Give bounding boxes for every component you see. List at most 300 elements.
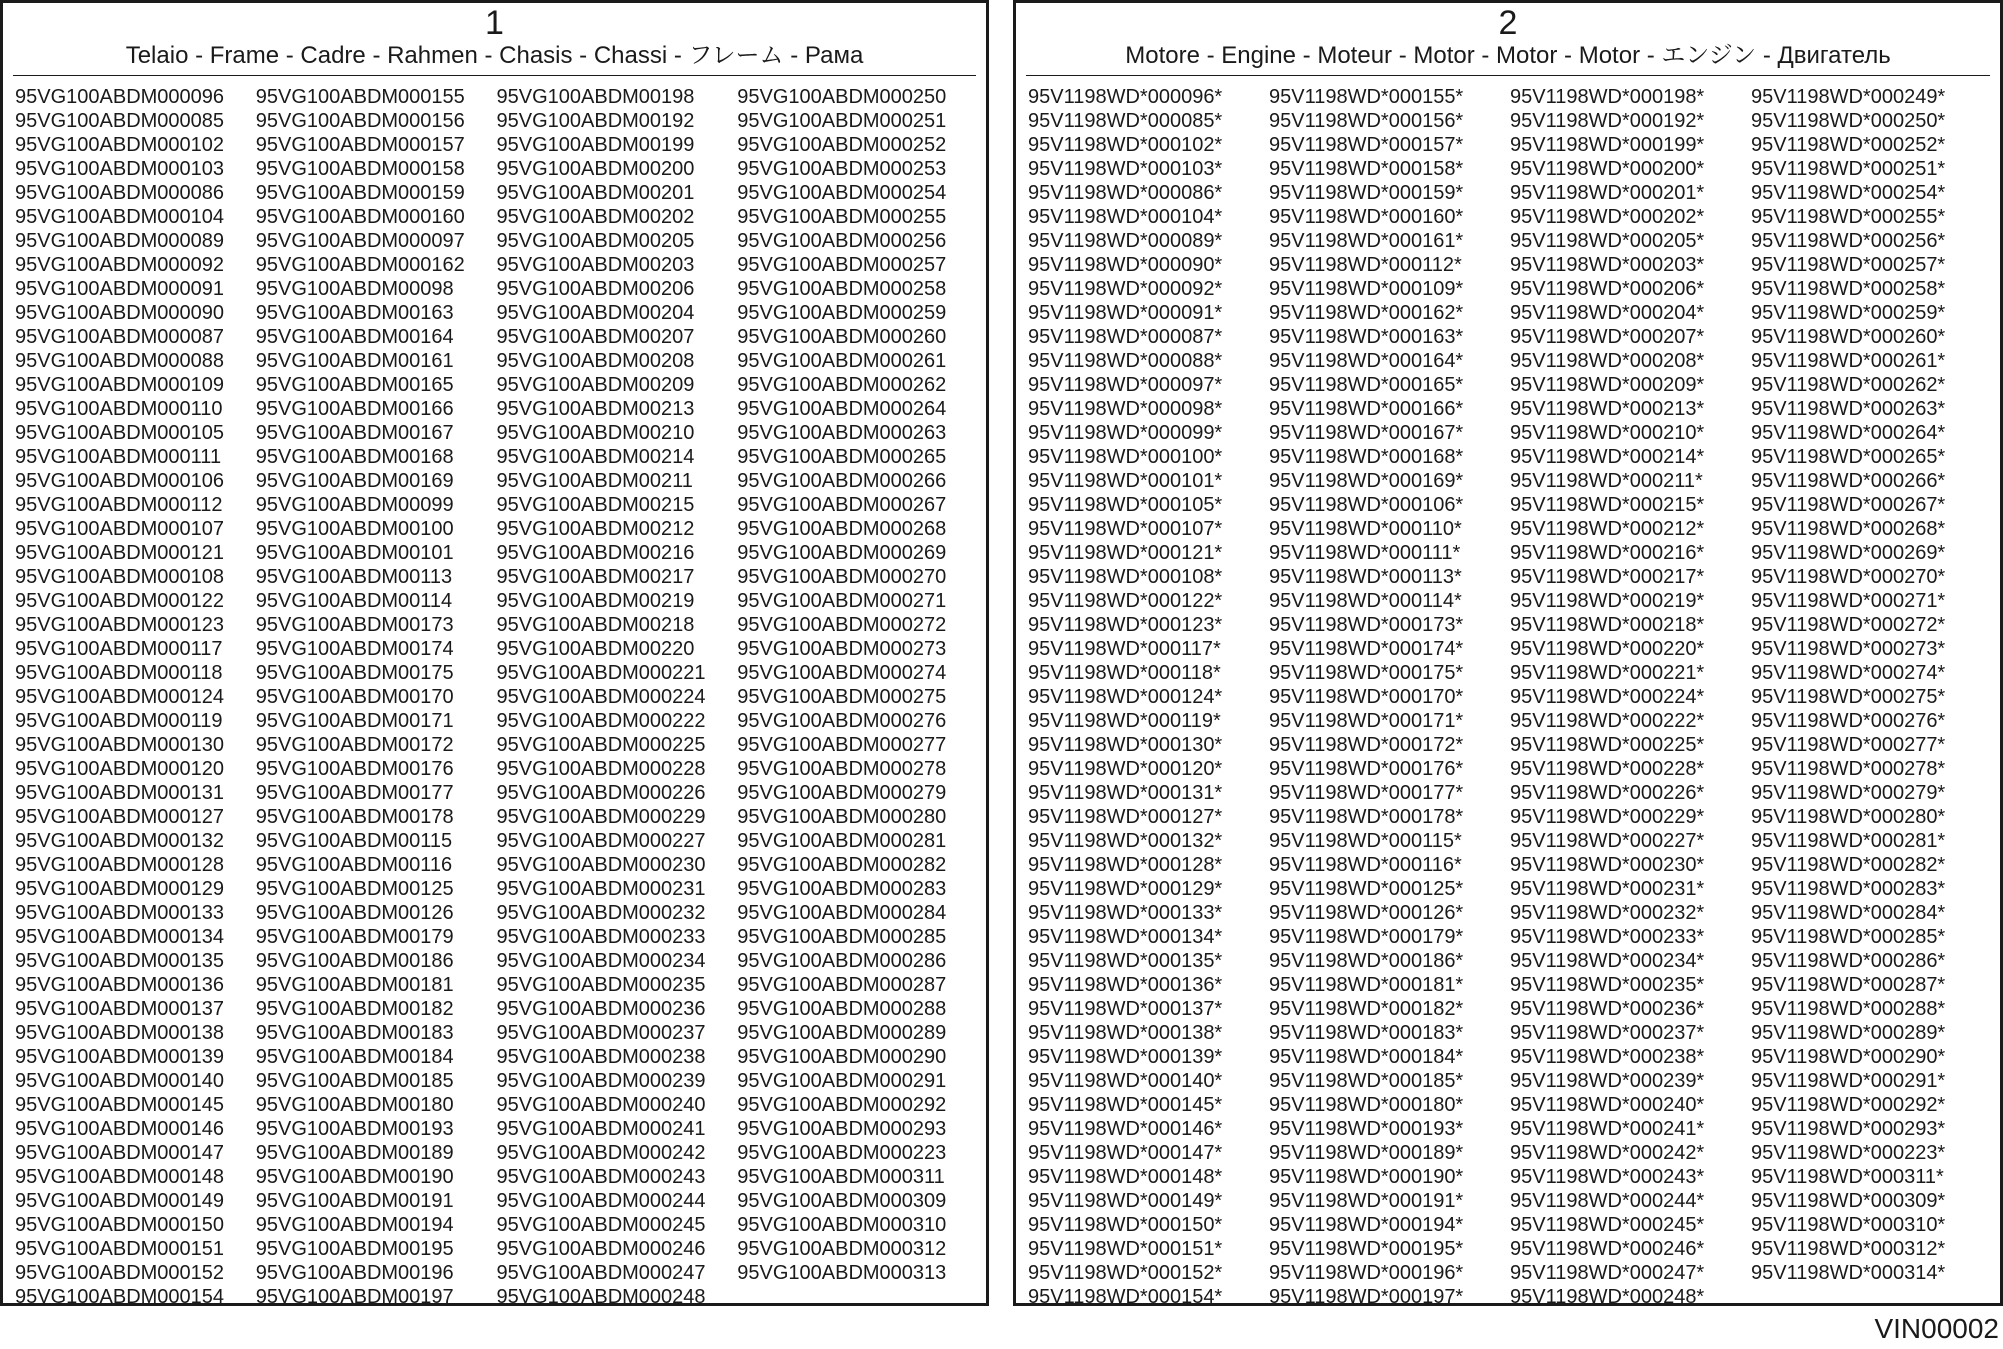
serial-number: 95V1198WD*000195* xyxy=(1269,1238,1464,1260)
serial-number: 95VG100ABDM00218 xyxy=(496,614,695,636)
serial-number: 95V1198WD*000160* xyxy=(1269,206,1464,228)
serial-number: 95VG100ABDM00183 xyxy=(255,1022,454,1044)
serial-number: 95VG100ABDM000271 xyxy=(737,590,947,612)
serial-number: 95VG100ABDM00176 xyxy=(255,758,454,780)
serial-number: 95V1198WD*000156* xyxy=(1269,110,1464,132)
serial-number: 95V1198WD*000266* xyxy=(1751,470,1946,492)
serial-number: 95V1198WD*000103* xyxy=(1028,158,1223,180)
serial-number: 95VG100ABDM000289 xyxy=(737,1022,947,1044)
serial-number: 95VG100ABDM000241 xyxy=(496,1118,706,1140)
panel-title: Telaio - Frame - Cadre - Rahmen - Chasis - Chassi - フレーム - Рама xyxy=(125,42,864,69)
serial-number: 95VG100ABDM000244 xyxy=(496,1190,706,1212)
serial-number: 95VG100ABDM00173 xyxy=(255,614,454,636)
number-column xyxy=(737,85,978,1309)
serial-number: 95V1198WD*000129* xyxy=(1028,878,1223,900)
serial-number: 95VG100ABDM000222 xyxy=(496,710,706,732)
panel-title: Motore - Engine - Moteur - Motor - Motor - Motor - エンジン - Двигатель xyxy=(1125,42,1891,69)
serial-number: 95V1198WD*000210* xyxy=(1510,422,1705,444)
serial-number: 95V1198WD*000109* xyxy=(1269,278,1464,300)
serial-number: 95VG100ABDM000236 xyxy=(496,998,706,1020)
serial-number: 95VG100ABDM00114 xyxy=(255,590,453,612)
serial-number: 95V1198WD*000251* xyxy=(1751,158,1946,180)
serial-number: 95VG100ABDM00116 xyxy=(255,854,453,876)
serial-number: 95VG100ABDM000264 xyxy=(737,398,947,420)
serial-number: 95V1198WD*000150* xyxy=(1028,1214,1223,1236)
serial-number: 95VG100ABDM000245 xyxy=(496,1214,706,1236)
serial-number: 95VG100ABDM000223 xyxy=(737,1142,947,1164)
serial-number: 95V1198WD*000309* xyxy=(1751,1190,1946,1212)
serial-number: 95V1198WD*000167* xyxy=(1269,422,1464,444)
serial-number: 95V1198WD*000154* xyxy=(1028,1286,1223,1308)
serial-number: 95VG100ABDM00174 xyxy=(255,638,454,660)
serial-number: 95VG100ABDM000108 xyxy=(15,566,225,588)
serial-number: 95VG100ABDM000243 xyxy=(496,1166,706,1188)
serial-number: 95VG100ABDM000235 xyxy=(496,974,706,996)
serial-number: 95V1198WD*000118* xyxy=(1028,662,1221,684)
serial-number: 95VG100ABDM000284 xyxy=(737,902,947,924)
serial-number: 95VG100ABDM000282 xyxy=(737,854,947,876)
serial-number: 95VG100ABDM000134 xyxy=(15,926,225,948)
serial-number: 95V1198WD*000102* xyxy=(1028,134,1223,156)
serial-number: 95V1198WD*000134* xyxy=(1028,926,1223,948)
serial-number: 95VG100ABDM000128 xyxy=(15,854,225,876)
serial-number: 95VG100ABDM000262 xyxy=(737,374,947,396)
serial-number: 95V1198WD*000203* xyxy=(1510,254,1705,276)
serial-number: 95V1198WD*000171* xyxy=(1269,710,1464,732)
serial-number: 95VG100ABDM000159 xyxy=(255,182,465,204)
serial-number: 95V1198WD*000270* xyxy=(1751,566,1946,588)
serial-number: 95V1198WD*000276* xyxy=(1751,710,1946,732)
serial-number: 95VG100ABDM000280 xyxy=(737,806,947,828)
serial-number: 95VG100ABDM00100 xyxy=(255,518,454,540)
serial-number: 95V1198WD*000285* xyxy=(1751,926,1946,948)
serial-number: 95V1198WD*000113* xyxy=(1269,566,1462,588)
serial-number: 95V1198WD*000256* xyxy=(1751,230,1946,252)
serial-number: 95VG100ABDM000103 xyxy=(15,158,225,180)
serial-number: 95V1198WD*000255* xyxy=(1751,206,1946,228)
serial-number: 95VG100ABDM000111 xyxy=(15,446,222,468)
serial-number: 95V1198WD*000173* xyxy=(1269,614,1464,636)
serial-number: 95V1198WD*000104* xyxy=(1028,206,1223,228)
serial-number: 95VG100ABDM00164 xyxy=(255,326,454,348)
serial-number: 95VG100ABDM00200 xyxy=(496,158,695,180)
serial-number: 95VG100ABDM000261 xyxy=(737,350,947,372)
serial-number: 95V1198WD*000183* xyxy=(1269,1022,1464,1044)
serial-number: 95VG100ABDM00178 xyxy=(255,806,454,828)
serial-number: 95VG100ABDM000136 xyxy=(15,974,225,996)
serial-number: 95V1198WD*000212* xyxy=(1510,518,1705,540)
serial-number: 95V1198WD*000125* xyxy=(1269,878,1464,900)
serial-number: 95VG100ABDM000120 xyxy=(15,758,225,780)
serial-number: 95V1198WD*000286* xyxy=(1751,950,1946,972)
serial-number: 95V1198WD*000232* xyxy=(1510,902,1705,924)
serial-number: 95V1198WD*000249* xyxy=(1751,86,1946,108)
serial-number: 95V1198WD*000237* xyxy=(1510,1022,1705,1044)
serial-number: 95V1198WD*000120* xyxy=(1028,758,1223,780)
serial-number: 95V1198WD*000267* xyxy=(1751,494,1946,516)
serial-number: 95VG100ABDM00215 xyxy=(496,494,695,516)
serial-number: 95V1198WD*000185* xyxy=(1269,1070,1464,1092)
serial-number: 95V1198WD*000177* xyxy=(1269,782,1464,804)
serial-number: 95VG100ABDM000279 xyxy=(737,782,947,804)
serial-number: 95V1198WD*000100* xyxy=(1028,446,1223,468)
serial-number: 95V1198WD*000186* xyxy=(1269,950,1464,972)
serial-number: 95V1198WD*000230* xyxy=(1510,854,1705,876)
serial-number: 95V1198WD*000287* xyxy=(1751,974,1946,996)
serial-number: 95V1198WD*000224* xyxy=(1510,686,1705,708)
serial-number: 95V1198WD*000250* xyxy=(1751,110,1946,132)
serial-number: 95V1198WD*000246* xyxy=(1510,1238,1705,1260)
serial-number: 95V1198WD*000155* xyxy=(1269,86,1464,108)
serial-number: 95VG100ABDM000255 xyxy=(737,206,947,228)
serial-number: 95VG100ABDM000147 xyxy=(15,1142,225,1164)
serial-number: 95V1198WD*000248* xyxy=(1510,1286,1705,1308)
serial-number: 95VG100ABDM000149 xyxy=(15,1190,225,1212)
serial-number: 95V1198WD*000216* xyxy=(1510,542,1705,564)
serial-number: 95VG100ABDM00202 xyxy=(496,206,695,228)
serial-number: 95V1198WD*000140* xyxy=(1028,1070,1223,1092)
serial-number: 95VG100ABDM000089 xyxy=(15,230,225,252)
serial-number: 95V1198WD*000271* xyxy=(1751,590,1946,612)
serial-number: 95VG100ABDM00214 xyxy=(496,446,695,468)
serial-number: 95VG100ABDM000096 xyxy=(15,86,225,108)
serial-number: 95V1198WD*000149* xyxy=(1028,1190,1223,1212)
serial-number: 95VG100ABDM000106 xyxy=(15,470,225,492)
serial-number: 95V1198WD*000178* xyxy=(1269,806,1464,828)
header-divider xyxy=(1026,75,1990,76)
serial-number: 95VG100ABDM00171 xyxy=(255,710,454,732)
serial-number: 95VG100ABDM000123 xyxy=(15,614,225,636)
serial-number: 95V1198WD*000107* xyxy=(1028,518,1223,540)
serial-number: 95VG100ABDM000124 xyxy=(15,686,225,708)
serial-number: 95V1198WD*000198* xyxy=(1510,86,1705,108)
serial-number: 95VG100ABDM00099 xyxy=(255,494,454,516)
serial-number: 95VG100ABDM00219 xyxy=(496,590,695,612)
serial-number: 95VG100ABDM000088 xyxy=(15,350,225,372)
serial-number: 95VG100ABDM000226 xyxy=(496,782,706,804)
serial-number: 95VG100ABDM000122 xyxy=(15,590,225,612)
serial-number: 95V1198WD*000161* xyxy=(1269,230,1464,252)
serial-number: 95VG100ABDM000291 xyxy=(737,1070,947,1092)
serial-number: 95V1198WD*000288* xyxy=(1751,998,1946,1020)
serial-number: 95V1198WD*000121* xyxy=(1028,542,1223,564)
serial-number: 95V1198WD*000163* xyxy=(1269,326,1464,348)
serial-number: 95VG100ABDM000231 xyxy=(496,878,706,900)
serial-number: 95V1198WD*000218* xyxy=(1510,614,1705,636)
serial-number: 95VG100ABDM00177 xyxy=(255,782,454,804)
serial-number: 95VG100ABDM000293 xyxy=(737,1118,947,1140)
serial-number: 95VG100ABDM000228 xyxy=(496,758,706,780)
serial-number: 95VG100ABDM000313 xyxy=(737,1262,947,1284)
serial-number: 95VG100ABDM000233 xyxy=(496,926,706,948)
serial-number: 95VG100ABDM000119 xyxy=(15,710,223,732)
serial-number: 95V1198WD*000152* xyxy=(1028,1262,1223,1284)
serial-number: 95VG100ABDM00199 xyxy=(496,134,695,156)
serial-number: 95VG100ABDM000158 xyxy=(255,158,465,180)
serial-number: 95V1198WD*000086* xyxy=(1028,182,1223,204)
serial-number: 95V1198WD*000196* xyxy=(1269,1262,1464,1284)
header-divider xyxy=(13,75,976,76)
serial-number: 95V1198WD*000165* xyxy=(1269,374,1464,396)
serial-number: 95VG100ABDM000092 xyxy=(15,254,225,276)
serial-number: 95VG100ABDM000131 xyxy=(15,782,225,804)
serial-number: 95V1198WD*000098* xyxy=(1028,398,1223,420)
serial-number: 95VG100ABDM000283 xyxy=(737,878,947,900)
serial-number: 95VG100ABDM00184 xyxy=(255,1046,454,1068)
serial-number: 95VG100ABDM000270 xyxy=(737,566,947,588)
number-column xyxy=(1510,85,1751,1309)
serial-number: 95V1198WD*000260* xyxy=(1751,326,1946,348)
serial-number: 95VG100ABDM000237 xyxy=(496,1022,706,1044)
serial-number: 95V1198WD*000190* xyxy=(1269,1166,1464,1188)
serial-number: 95VG100ABDM000238 xyxy=(496,1046,706,1068)
serial-number: 95V1198WD*000191* xyxy=(1269,1190,1464,1212)
serial-number: 95VG100ABDM00161 xyxy=(255,350,454,372)
serial-number: 95VG100ABDM00170 xyxy=(255,686,454,708)
serial-number: 95VG100ABDM000129 xyxy=(15,878,225,900)
serial-number: 95VG100ABDM00220 xyxy=(496,638,695,660)
serial-number: 95V1198WD*000208* xyxy=(1510,350,1705,372)
serial-number: 95VG100ABDM000112 xyxy=(15,494,223,516)
serial-number: 95VG100ABDM000285 xyxy=(737,926,947,948)
serial-number: 95V1198WD*000202* xyxy=(1510,206,1705,228)
serial-number: 95V1198WD*000201* xyxy=(1510,182,1705,204)
serial-number: 95VG100ABDM000247 xyxy=(496,1262,706,1284)
serial-number: 95V1198WD*000236* xyxy=(1510,998,1705,1020)
serial-number: 95VG100ABDM000160 xyxy=(255,206,465,228)
serial-number: 95V1198WD*000148* xyxy=(1028,1166,1223,1188)
serial-number: 95V1198WD*000213* xyxy=(1510,398,1705,420)
serial-number: 95VG100ABDM00204 xyxy=(496,302,695,324)
serial-number: 95VG100ABDM00175 xyxy=(255,662,454,684)
serial-number: 95V1198WD*000229* xyxy=(1510,806,1705,828)
serial-number: 95V1198WD*000112* xyxy=(1269,254,1462,276)
serial-number: 95V1198WD*000136* xyxy=(1028,974,1223,996)
serial-number: 95V1198WD*000207* xyxy=(1510,326,1705,348)
serial-number: 95V1198WD*000170* xyxy=(1269,686,1464,708)
serial-number: 95V1198WD*000291* xyxy=(1751,1070,1946,1092)
serial-number: 95V1198WD*000168* xyxy=(1269,446,1464,468)
serial-number: 95V1198WD*000234* xyxy=(1510,950,1705,972)
serial-number: 95V1198WD*000164* xyxy=(1269,350,1464,372)
serial-number: 95VG100ABDM000229 xyxy=(496,806,706,828)
serial-number: 95VG100ABDM00206 xyxy=(496,278,695,300)
serial-number: 95VG100ABDM000086 xyxy=(15,182,225,204)
serial-number: 95V1198WD*000175* xyxy=(1269,662,1464,684)
serial-number: 95V1198WD*000122* xyxy=(1028,590,1223,612)
serial-number: 95V1198WD*000311* xyxy=(1751,1166,1944,1188)
serial-number: 95VG100ABDM00195 xyxy=(255,1238,454,1260)
serial-number: 95V1198WD*000244* xyxy=(1510,1190,1705,1212)
serial-number: 95VG100ABDM000224 xyxy=(496,686,706,708)
serial-number: 95VG100ABDM00181 xyxy=(255,974,454,996)
serial-number: 95V1198WD*000166* xyxy=(1269,398,1464,420)
serial-number: 95V1198WD*000279* xyxy=(1751,782,1946,804)
serial-number: 95VG100ABDM00194 xyxy=(255,1214,454,1236)
serial-number: 95V1198WD*000281* xyxy=(1751,830,1946,852)
serial-number: 95V1198WD*000278* xyxy=(1751,758,1946,780)
serial-number: 95V1198WD*000199* xyxy=(1510,134,1705,156)
serial-number: 95V1198WD*000114* xyxy=(1269,590,1462,612)
serial-number: 95V1198WD*000221* xyxy=(1510,662,1705,684)
serial-number: 95V1198WD*000211* xyxy=(1510,470,1703,492)
serial-number: 95V1198WD*000214* xyxy=(1510,446,1705,468)
serial-number: 95V1198WD*000235* xyxy=(1510,974,1705,996)
serial-number: 95VG100ABDM000107 xyxy=(15,518,225,540)
serial-number: 95V1198WD*000108* xyxy=(1028,566,1223,588)
serial-number: 95VG100ABDM00180 xyxy=(255,1094,454,1116)
serial-number: 95V1198WD*000110* xyxy=(1269,518,1462,540)
serial-number: 95V1198WD*000282* xyxy=(1751,854,1946,876)
serial-number: 95VG100ABDM000290 xyxy=(737,1046,947,1068)
serial-number: 95VG100ABDM000263 xyxy=(737,422,947,444)
serial-number: 95V1198WD*000137* xyxy=(1028,998,1223,1020)
serial-number: 95V1198WD*000264* xyxy=(1751,422,1946,444)
serial-number: 95VG100ABDM000230 xyxy=(496,854,706,876)
serial-number: 95V1198WD*000159* xyxy=(1269,182,1464,204)
engine-number-panel xyxy=(1013,0,2003,1306)
serial-number: 95V1198WD*000145* xyxy=(1028,1094,1223,1116)
serial-number: 95V1198WD*000124* xyxy=(1028,686,1223,708)
serial-number: 95VG100ABDM000139 xyxy=(15,1046,225,1068)
serial-number: 95V1198WD*000101* xyxy=(1028,470,1223,492)
serial-number: 95VG100ABDM000274 xyxy=(737,662,947,684)
serial-number: 95VG100ABDM00172 xyxy=(255,734,454,756)
serial-number: 95V1198WD*000275* xyxy=(1751,686,1946,708)
serial-number: 95V1198WD*000115* xyxy=(1269,830,1462,852)
serial-number: 95V1198WD*000283* xyxy=(1751,878,1946,900)
serial-number: 95V1198WD*000259* xyxy=(1751,302,1946,324)
serial-number: 95V1198WD*000258* xyxy=(1751,278,1946,300)
serial-number: 95VG100ABDM00198 xyxy=(496,86,695,108)
number-column xyxy=(15,85,256,1309)
reference-code: VIN00002 xyxy=(1874,1313,1999,1344)
number-column xyxy=(1269,85,1510,1309)
serial-number: 95VG100ABDM000110 xyxy=(15,398,223,420)
serial-number: 95VG100ABDM000138 xyxy=(15,1022,225,1044)
serial-number: 95VG100ABDM000269 xyxy=(737,542,947,564)
serial-number: 95V1198WD*000239* xyxy=(1510,1070,1705,1092)
serial-number: 95V1198WD*000127* xyxy=(1028,806,1223,828)
serial-number: 95VG100ABDM000275 xyxy=(737,686,947,708)
serial-number: 95V1198WD*000181* xyxy=(1269,974,1464,996)
serial-number: 95V1198WD*000106* xyxy=(1269,494,1464,516)
serial-number: 95V1198WD*000097* xyxy=(1028,374,1223,396)
serial-number: 95V1198WD*000262* xyxy=(1751,374,1946,396)
serial-number: 95V1198WD*000204* xyxy=(1510,302,1705,324)
serial-number: 95V1198WD*000092* xyxy=(1028,278,1223,300)
serial-number: 95V1198WD*000217* xyxy=(1510,566,1705,588)
serial-number: 95V1198WD*000222* xyxy=(1510,710,1705,732)
serial-number: 95V1198WD*000138* xyxy=(1028,1022,1223,1044)
serial-number: 95V1198WD*000189* xyxy=(1269,1142,1464,1164)
number-column xyxy=(256,85,497,1309)
serial-number: 95V1198WD*000157* xyxy=(1269,134,1464,156)
panel-number: 2 xyxy=(1498,4,1518,42)
serial-number: 95VG100ABDM000267 xyxy=(737,494,947,516)
serial-number: 95VG100ABDM000157 xyxy=(255,134,465,156)
serial-number: 95VG100ABDM00207 xyxy=(496,326,695,348)
serial-number: 95VG100ABDM00113 xyxy=(255,566,453,588)
serial-number: 95V1198WD*000197* xyxy=(1269,1286,1464,1308)
serial-number: 95V1198WD*000277* xyxy=(1751,734,1946,756)
serial-number: 95V1198WD*000091* xyxy=(1028,302,1223,324)
serial-number: 95V1198WD*000176* xyxy=(1269,758,1464,780)
serial-number: 95VG100ABDM000242 xyxy=(496,1142,706,1164)
serial-number: 95VG100ABDM000148 xyxy=(15,1166,225,1188)
serial-number: 95V1198WD*000090* xyxy=(1028,254,1223,276)
serial-number: 95V1198WD*000089* xyxy=(1028,230,1223,252)
serial-number: 95VG100ABDM000248 xyxy=(496,1286,706,1308)
serial-number: 95V1198WD*000133* xyxy=(1028,902,1223,924)
serial-number: 95V1198WD*000126* xyxy=(1269,902,1464,924)
serial-number: 95V1198WD*000131* xyxy=(1028,782,1223,804)
serial-number: 95VG100ABDM000260 xyxy=(737,326,947,348)
serial-number: 95VG100ABDM000118 xyxy=(15,662,223,684)
serial-number: 95VG100ABDM00186 xyxy=(255,950,454,972)
serial-number: 95V1198WD*000139* xyxy=(1028,1046,1223,1068)
serial-number: 95VG100ABDM00193 xyxy=(255,1118,454,1140)
serial-number: 95V1198WD*000228* xyxy=(1510,758,1705,780)
serial-number: 95V1198WD*000261* xyxy=(1751,350,1946,372)
serial-number: 95VG100ABDM000246 xyxy=(496,1238,706,1260)
serial-number: 95V1198WD*000135* xyxy=(1028,950,1223,972)
serial-number: 95VG100ABDM000272 xyxy=(737,614,947,636)
serial-number: 95VG100ABDM000225 xyxy=(496,734,706,756)
serial-number: 95V1198WD*000088* xyxy=(1028,350,1223,372)
serial-number: 95V1198WD*000215* xyxy=(1510,494,1705,516)
serial-number: 95VG100ABDM000132 xyxy=(15,830,225,852)
serial-number: 95VG100ABDM000239 xyxy=(496,1070,706,1092)
serial-number: 95VG100ABDM00182 xyxy=(255,998,454,1020)
serial-number: 95V1198WD*000184* xyxy=(1269,1046,1464,1068)
serial-number: 95VG100ABDM000278 xyxy=(737,758,947,780)
frame-number-columns xyxy=(15,85,978,1309)
serial-number: 95V1198WD*000310* xyxy=(1751,1214,1946,1236)
serial-number: 95V1198WD*000289* xyxy=(1751,1022,1946,1044)
serial-number: 95VG100ABDM000145 xyxy=(15,1094,225,1116)
serial-number: 95VG100ABDM000232 xyxy=(496,902,706,924)
serial-number: 95VG100ABDM000276 xyxy=(737,710,947,732)
serial-number: 95VG100ABDM00209 xyxy=(496,374,695,396)
serial-number: 95V1198WD*000169* xyxy=(1269,470,1464,492)
serial-number: 95V1198WD*000284* xyxy=(1751,902,1946,924)
serial-number: 95V1198WD*000312* xyxy=(1751,1238,1946,1260)
frame-number-panel xyxy=(0,0,989,1306)
serial-number: 95VG100ABDM000250 xyxy=(737,86,947,108)
serial-number: 95VG100ABDM000105 xyxy=(15,422,225,444)
serial-number: 95VG100ABDM00098 xyxy=(255,278,454,300)
serial-number: 95VG100ABDM000266 xyxy=(737,470,947,492)
serial-number: 95VG100ABDM00101 xyxy=(255,542,454,564)
serial-number: 95VG100ABDM000258 xyxy=(737,278,947,300)
serial-number: 95VG100ABDM00163 xyxy=(255,302,454,324)
serial-number: 95VG100ABDM00168 xyxy=(255,446,454,468)
serial-number: 95V1198WD*000247* xyxy=(1510,1262,1705,1284)
serial-number: 95V1198WD*000226* xyxy=(1510,782,1705,804)
serial-number: 95VG100ABDM00212 xyxy=(496,518,695,540)
serial-number: 95VG100ABDM00167 xyxy=(255,422,454,444)
serial-number: 95V1198WD*000158* xyxy=(1269,158,1464,180)
serial-number: 95V1198WD*000130* xyxy=(1028,734,1223,756)
serial-number: 95VG100ABDM00125 xyxy=(255,878,454,900)
serial-number: 95VG100ABDM000154 xyxy=(15,1286,225,1308)
number-column xyxy=(497,85,738,1309)
serial-number: 95V1198WD*000162* xyxy=(1269,302,1464,324)
serial-number: 95V1198WD*000111* xyxy=(1269,542,1461,564)
serial-number: 95V1198WD*000245* xyxy=(1510,1214,1705,1236)
serial-number: 95VG100ABDM000273 xyxy=(737,638,947,660)
